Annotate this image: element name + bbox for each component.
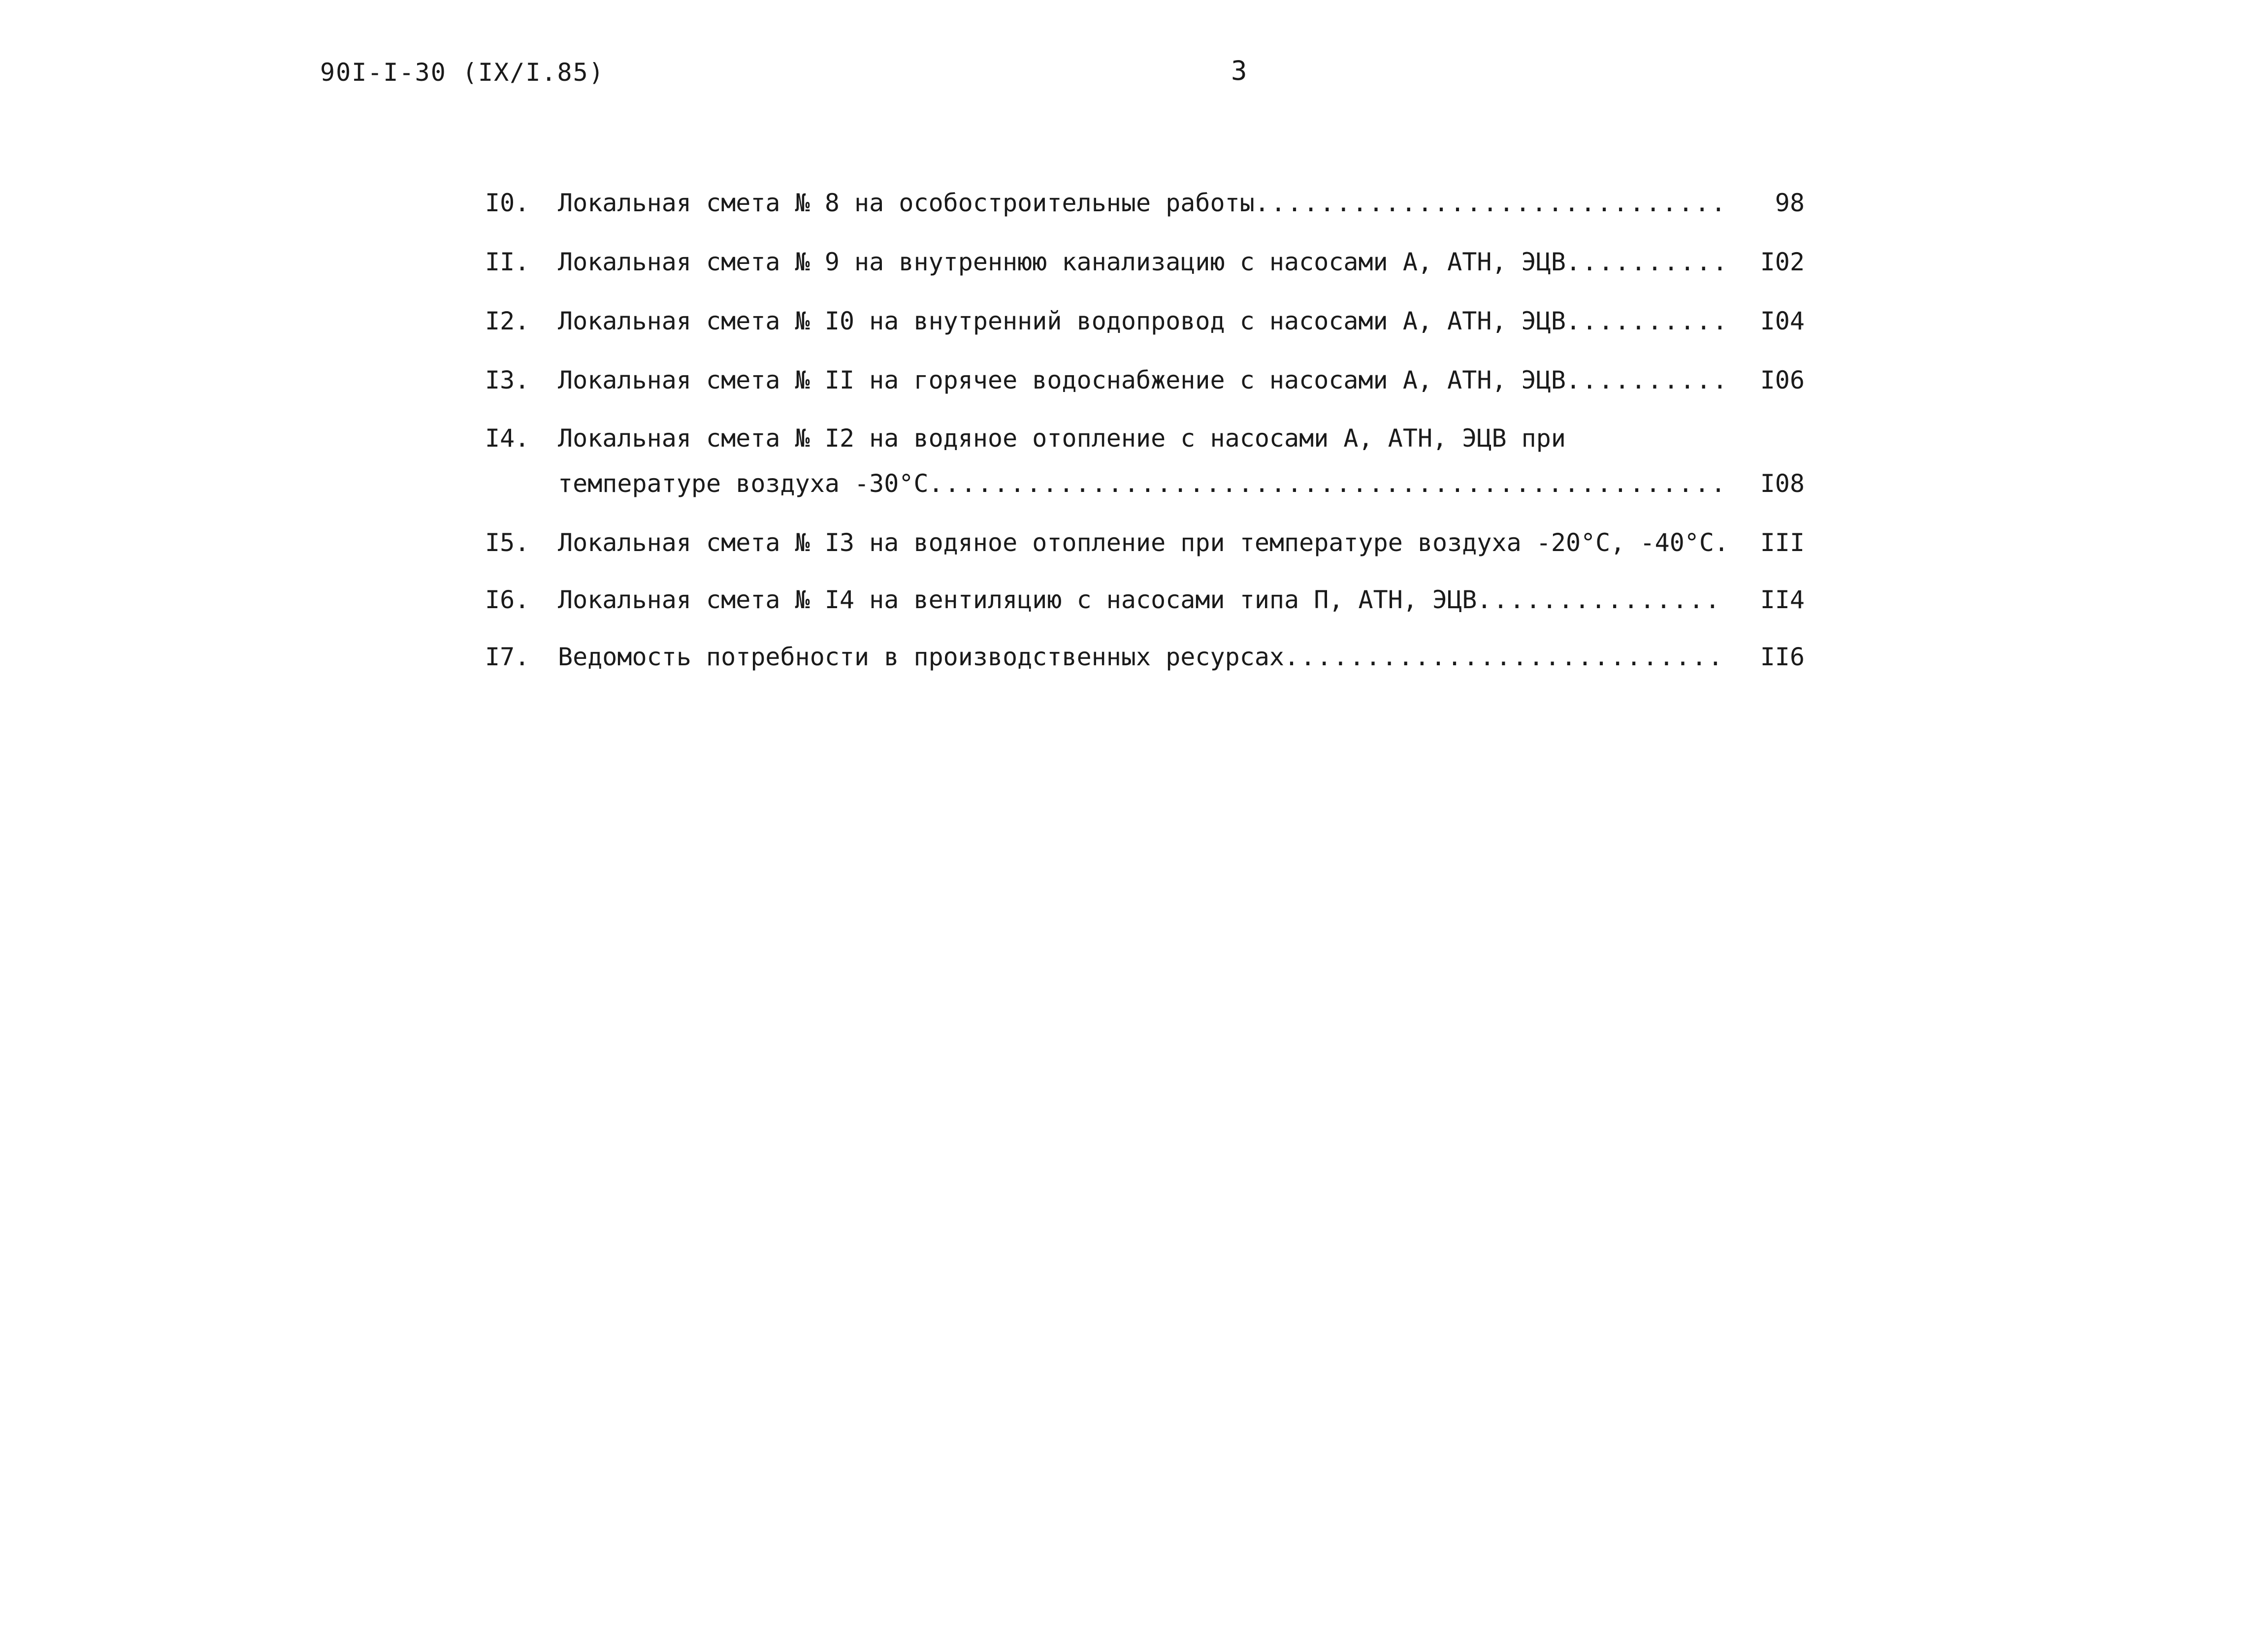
page-number: 3 [1231, 55, 1247, 86]
toc-entry-page: III [1760, 528, 1805, 557]
document-code: 90I-I-30 (IX/I.85) [320, 58, 605, 87]
toc-entry-title: Ведомость потребности в производственных ресурсах [558, 643, 1285, 671]
toc-entry-number: I5. [485, 528, 530, 557]
toc-entry-title: Локальная смета № I4 на вентиляцию с насосами типа П, АТН, ЭЦВ [558, 586, 1477, 614]
toc-entry-body [558, 187, 1725, 232]
dot-leader [1255, 187, 1725, 219]
toc-entry-body [558, 584, 1725, 629]
toc-entry-page: II6 [1760, 643, 1805, 671]
toc-entry-number: I0. [485, 189, 530, 217]
toc-entry-body [558, 246, 1725, 292]
toc-entry-title: Локальная смета № I2 на водяное отопление с насосами А, АТН, ЭЦВ при [558, 424, 1566, 453]
toc-entry-title: Локальная смета № 8 на особостроительные работы [558, 189, 1255, 217]
toc-entry-title-continued: температуре воздуха -30°C [558, 469, 929, 498]
toc-entry-title: Локальная смета № 9 на внутреннюю канализацию с насосами А, АТН, ЭЦВ [558, 248, 1566, 276]
dot-leader [1714, 527, 1725, 558]
toc-entry-number: II. [485, 248, 530, 276]
toc-entry-body [558, 305, 1725, 351]
toc-entry-page: I08 [1760, 469, 1805, 498]
toc-entry-page: I06 [1760, 366, 1805, 394]
toc-entry-number: I4. [485, 424, 530, 453]
toc-entry-page: II4 [1760, 586, 1805, 614]
dot-leader [1284, 641, 1725, 673]
toc-entry-page: I04 [1760, 307, 1805, 335]
toc-entry-number: I2. [485, 307, 530, 335]
toc-entry-number: I7. [485, 643, 530, 671]
dot-leader [1477, 584, 1725, 616]
dot-leader [929, 468, 1725, 499]
toc-entry-body [558, 423, 1725, 513]
toc-entry-title: Локальная смета № II на горячее водоснабжение с насосами А, АТН, ЭЦВ [558, 366, 1566, 394]
toc-entry-body [558, 641, 1725, 686]
toc-entry-body [558, 364, 1725, 410]
dot-leader [1566, 246, 1725, 278]
toc-entry-title: Локальная смета № I0 на внутренний водопровод с насосами А, АТН, ЭЦВ [558, 307, 1566, 335]
dot-leader [1566, 364, 1725, 396]
dot-leader [1566, 305, 1725, 337]
toc-entry-page: 98 [1775, 189, 1805, 217]
toc-entry-number: I6. [485, 586, 530, 614]
toc-entry-number: I3. [485, 366, 530, 394]
toc-entry-title: Локальная смета № I3 на водяное отопление при температуре воздуха -20°C, -40°C [558, 528, 1714, 557]
toc-entry-body [558, 527, 1725, 572]
toc-entry-page: I02 [1760, 248, 1805, 276]
